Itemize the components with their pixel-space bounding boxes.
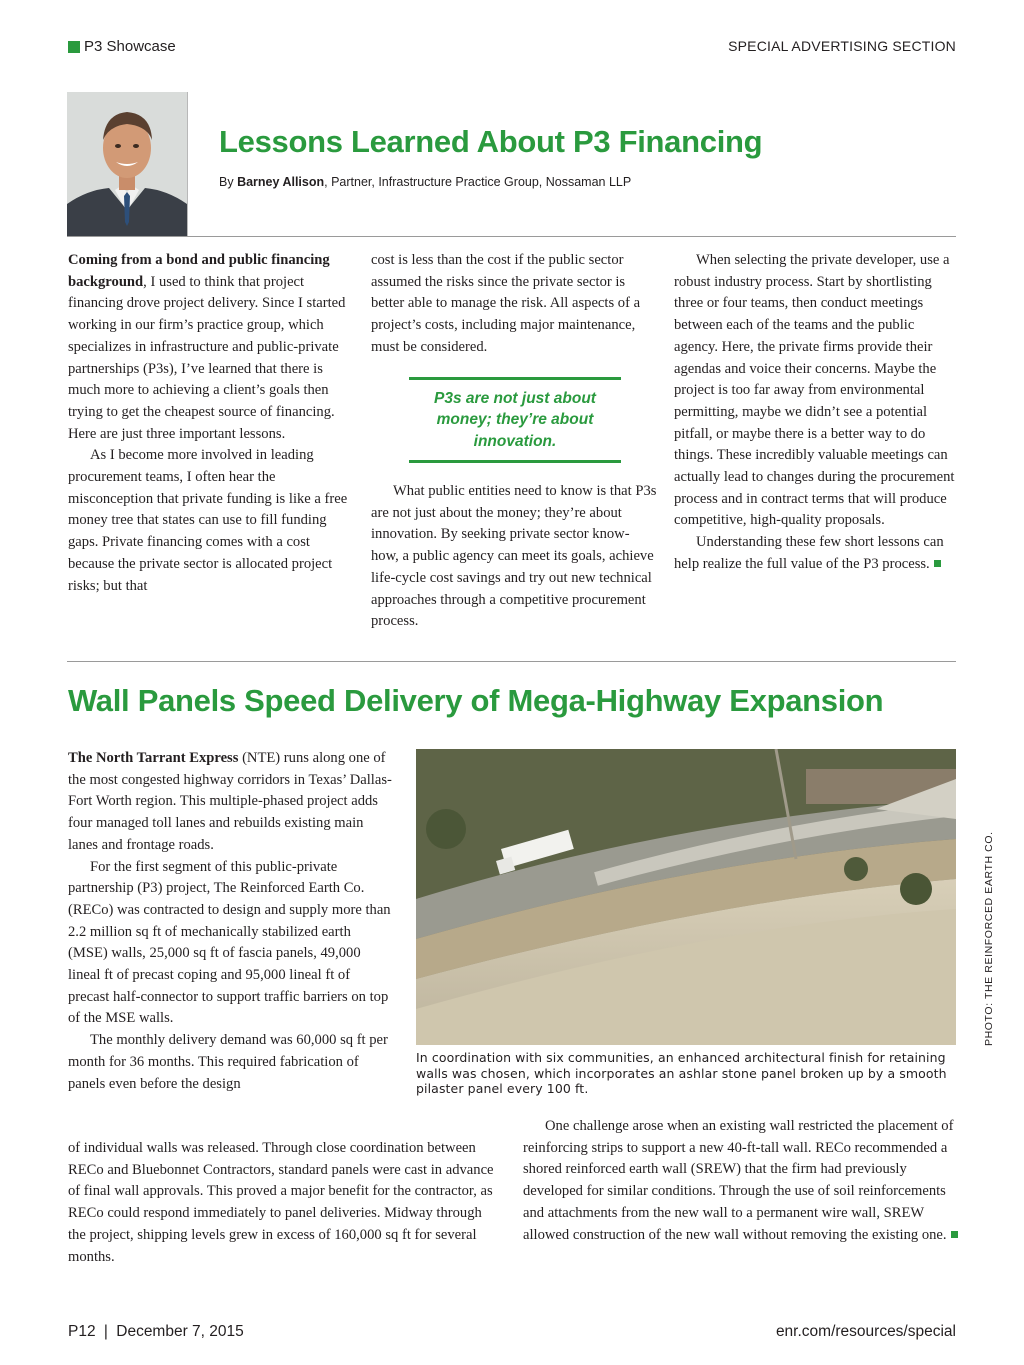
photo-caption: In coordination with six communities, an enhanced architectural finish for retaining walls was chosen, which incorporates an ashlar stone panel broken up by a smooth pilaster panel every 100 ft. <box>416 1050 947 1096</box>
article1-column-1 <box>68 250 354 597</box>
article1-paragraph: Understanding these few short lessons can help realize the full value of the P3 process. <box>674 534 944 572</box>
end-mark-icon <box>951 1231 958 1238</box>
article2-paragraph: One challenge arose when an existing wall restricted the placement of reinforcing strips to support a new 40-ft-tall wall. RECo recommended a shored reinforced earth wall (SREW) that the firm had previously developed for similar conditions. Through the use of soil reinforcements and attachments from the new wall to a permanent wire wall, SREW allowed construction of the new wall without removing the existing one. <box>523 1116 963 1246</box>
end-mark-icon <box>934 560 941 567</box>
author-role: , Partner, Infrastructure Practice Group, Nossaman LLP <box>324 175 632 189</box>
section-name: P3 Showcase <box>84 38 176 55</box>
section-square-icon <box>68 41 80 53</box>
section-label <box>68 38 176 55</box>
issue-date: December 7, 2015 <box>116 1323 244 1340</box>
article2-paragraph: The monthly delivery demand was 60,000 sq ft per month for 36 months. This required fabrication of panels even before the design <box>68 1032 388 1092</box>
article2-paragraph: The North Tarrant Express (NTE) runs along one of the most congested highway corridors in Texas’ Dallas-Fort Worth region. This multiple-phased project adds four managed toll lanes and rebuilds existing main lanes and frontage roads. <box>68 750 392 853</box>
author-name: Barney Allison <box>237 175 325 189</box>
article1-paragraph: Coming from a bond and public financing background, I used to think that project financing drove project delivery. Since I started working in our firm’s practice group, which specializes in infrastructure and public-private partnerships (P3s), I’ve learned that there is much more to achieving a client’s goals then trying to get the cheapest source of financing. Here are just three important lessons. <box>68 252 346 442</box>
footer-page-info <box>68 1323 244 1341</box>
author-photo <box>67 92 187 236</box>
advertising-tagline: SPECIAL ADVERTISING SECTION <box>728 38 956 54</box>
article1-paragraph: cost is less than the cost if the public sector assumed the risks since the private sector is better able to manage the risk. All aspects of a project’s costs, including major maintenance, must be considered. <box>371 252 641 355</box>
pull-quote-rule-bottom <box>409 460 621 463</box>
article2-paragraph: For the first segment of this public-private partnership (P3) project, The Reinforced Earth Co. (RECo) was contracted to design and supply more than 2.2 million sq ft of mechanically stabilized earth (MSE) walls, 25,000 sq ft of fascia panels, 49,000 lineal ft of precast coping and 95,000 lineal ft of precast half-connector to support traffic barriers on top of the MSE walls. <box>68 858 391 1027</box>
article1-paragraph: When selecting the private developer, use a robust industry process. Start by shortlisting three or four teams, then conduct meetings between each of the teams and the public agency. Here, the private firms provide their agendas and voice their concerns. Maybe the project is too far away from environmental permitting, maybe we didn’t see a potential pitfall, or maybe there is a better way to do things. These incredibly valuable meetings can actually lead to changes during the procurement process and in contract terms that will produce competitive, high-quality proposals. <box>674 252 955 529</box>
article1-paragraph: As I become more involved in leading procurement teams, I often hear the misconception that private funding is like a free money tree that states can use to fill funding gaps. Private financing comes with a cost because the private sector is allocated project risks; but that <box>68 447 348 594</box>
page-number: P12 <box>68 1323 96 1340</box>
section-divider <box>67 661 956 662</box>
pull-quote: P3s are not just about money; they’re about innovation. <box>434 389 596 450</box>
top-divider <box>67 236 956 237</box>
article1-column-2 <box>371 250 657 633</box>
footer-separator: | <box>103 1323 108 1340</box>
article2-column-2 <box>523 1116 963 1246</box>
article1-lead-in: Coming from a bond and public financing background <box>68 252 330 290</box>
highway-photo <box>416 749 956 1045</box>
footer-url[interactable]: enr.com/resources/special <box>775 1323 956 1340</box>
article1-paragraph: What public entities need to know is that P3s are not just about the money; they’re about innovation. By seeking private sector know-how, a public agency can meet its goals, achieve life-cycle cost savings and try out new technical approaches through a competitive procurement process. <box>371 483 657 630</box>
byline-prefix: By <box>219 175 238 189</box>
article2-column-1 <box>68 748 393 1095</box>
article2-title: Wall Panels Speed Delivery of Mega-Highway Expansion <box>68 683 884 718</box>
article1-column-3 <box>674 250 958 576</box>
pull-quote-box <box>371 377 621 464</box>
byline <box>219 175 631 189</box>
article2-paragraph-continued: of individual walls was released. Through close coordination between RECo and Bluebonnet Contractors, standard panels were cast in advance of final wall approvals. This proved a major benefit for the contractor, as RECo could respond immediately to panel deliveries. Midway through the project, shipping levels grew in excess of 160,000 sq ft for several months. <box>68 1140 494 1265</box>
article2-lead-in: The North Tarrant Express <box>68 750 239 766</box>
photo-credit: PHOTO: THE REINFORCED EARTH CO. <box>983 831 995 1046</box>
photo-divider <box>187 92 188 236</box>
article1-title: Lessons Learned About P3 Financing <box>219 124 763 159</box>
